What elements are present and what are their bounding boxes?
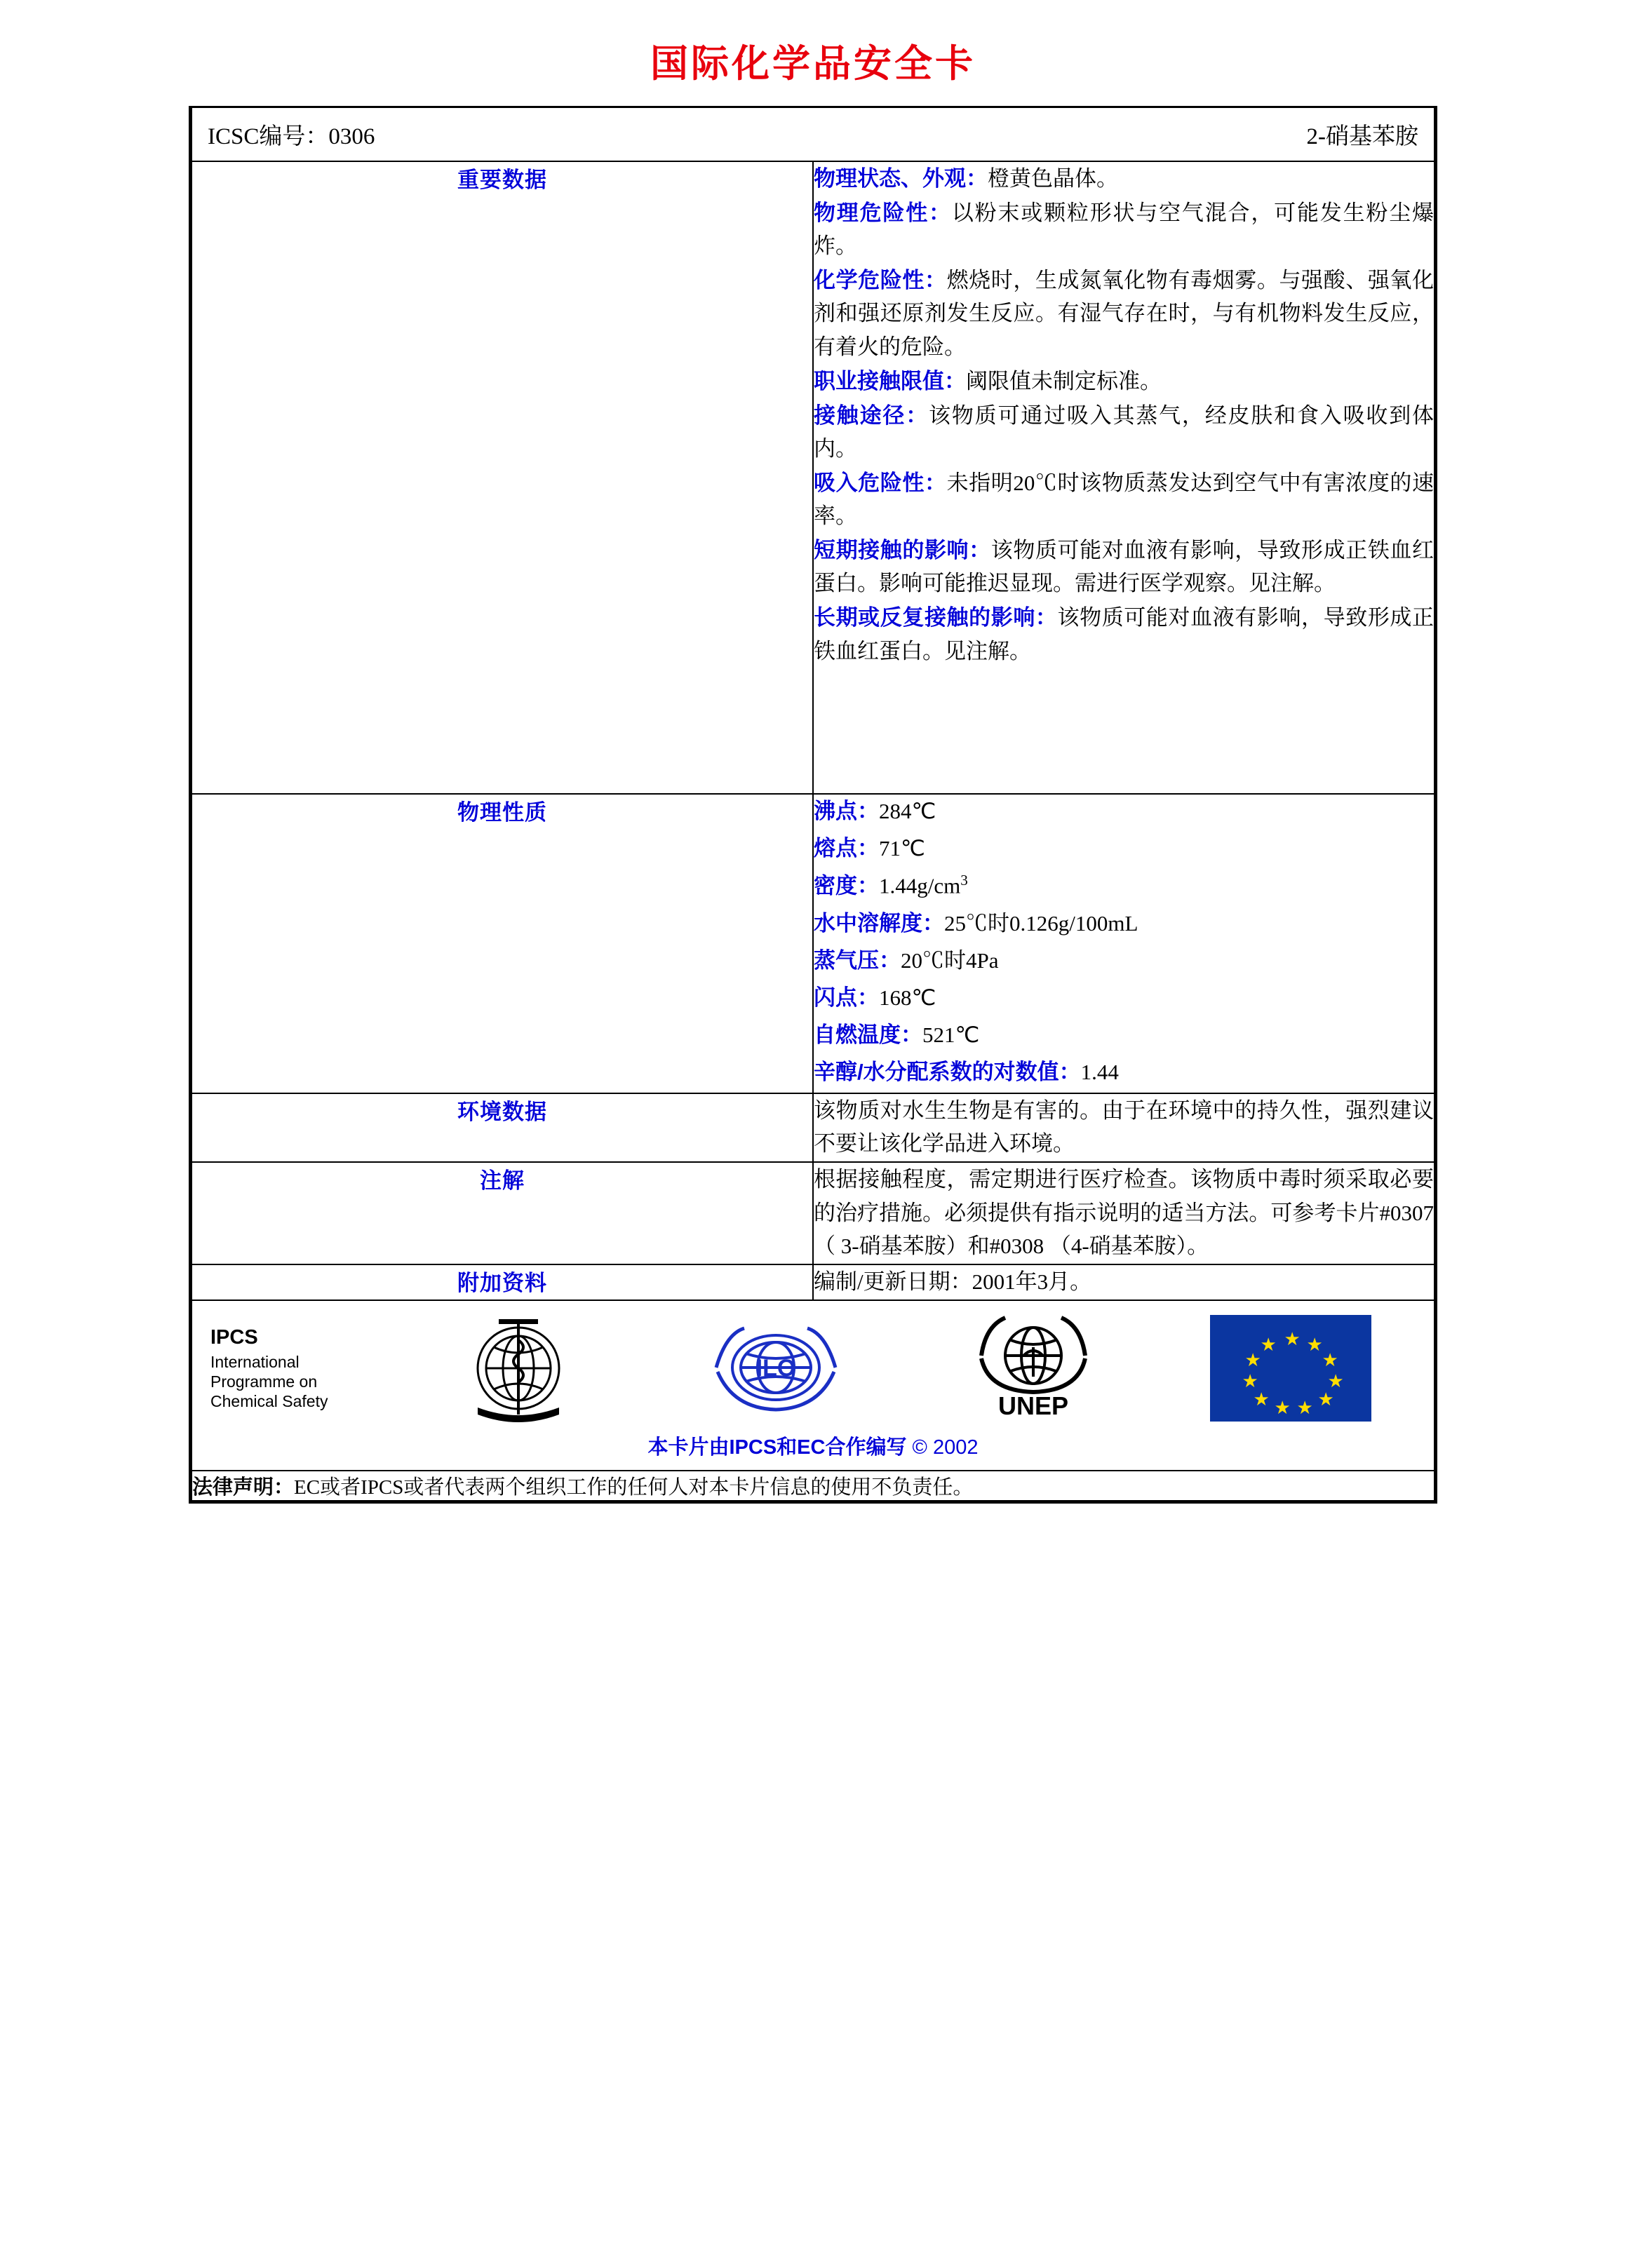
notes-row bbox=[192, 1162, 1434, 1264]
property-item bbox=[814, 869, 1434, 902]
physical-properties-row bbox=[192, 794, 1434, 1093]
important-data-item bbox=[814, 399, 1434, 465]
who-logo bbox=[393, 1312, 643, 1424]
term: 接触途径： bbox=[814, 403, 929, 428]
value: 284℃ bbox=[879, 799, 936, 823]
value: 1.44g/cm bbox=[879, 873, 961, 898]
value: 以粉末或颗粒形状与空气混合，可能发生粉尘爆炸。 bbox=[814, 201, 1434, 259]
value: 未指明20℃时该物质蒸发达到空气中有害浓度的速率。 bbox=[814, 470, 1434, 529]
term: 物理危险性： bbox=[814, 201, 952, 226]
icsc-number-block bbox=[208, 118, 375, 151]
ilo-label: ILO bbox=[755, 1354, 795, 1382]
logos-row bbox=[192, 1300, 1434, 1471]
ipcs-line-3: Chemical Safety bbox=[210, 1392, 328, 1411]
term: 物理状态、外观： bbox=[814, 166, 988, 191]
value: 521℃ bbox=[922, 1022, 980, 1047]
term: 短期接触的影响： bbox=[814, 538, 991, 563]
notes-label: 注解 bbox=[192, 1162, 813, 1264]
credit-text: 本卡片由IPCS和EC合作编写 bbox=[647, 1436, 907, 1459]
ipcs-block bbox=[210, 1325, 386, 1412]
value: 该物质可能对血液有影响，导致形成正铁血红蛋白。见注解。 bbox=[814, 605, 1434, 663]
environmental-data-row bbox=[192, 1093, 1434, 1162]
value: 168℃ bbox=[879, 985, 936, 1010]
value-superscript: 3 bbox=[960, 872, 968, 889]
value: 橙黄色晶体。 bbox=[988, 166, 1118, 191]
additional-info-label: 附加资料 bbox=[192, 1264, 813, 1300]
icsc-number-label: ICSC编号： bbox=[208, 124, 329, 149]
icsc-card bbox=[189, 106, 1437, 1504]
important-data-item bbox=[814, 365, 1434, 398]
physical-properties-label: 物理性质 bbox=[192, 794, 813, 1093]
important-data-content bbox=[813, 161, 1434, 794]
term: 水中溶解度： bbox=[814, 910, 944, 936]
property-item bbox=[814, 1055, 1434, 1088]
icsc-number-value: 0306 bbox=[328, 124, 375, 149]
important-data-row bbox=[192, 161, 1434, 794]
notes-content bbox=[813, 1162, 1434, 1264]
ipcs-line-1: International bbox=[210, 1352, 300, 1371]
value: 71℃ bbox=[879, 836, 925, 861]
legal-row bbox=[192, 1471, 1434, 1501]
card-header-cell bbox=[192, 108, 1434, 161]
icsc-table bbox=[191, 108, 1435, 1501]
term: 沸点： bbox=[814, 799, 879, 823]
important-data-item bbox=[814, 601, 1434, 667]
value: 阈限值未制定标准。 bbox=[966, 368, 1162, 393]
value: 25℃时0.126g/100mL bbox=[944, 910, 1138, 936]
logos-cell bbox=[192, 1300, 1434, 1471]
ipcs-line-2: Programme on bbox=[210, 1372, 318, 1391]
notes-text: 根据接触程度，需定期进行医疗检查。该物质中毒时须采取必要的治疗措施。必须提供有指示说明的适当方法。可参考卡片#0307（ 3-硝基苯胺）和#0308 （4-硝基苯胺）。 bbox=[814, 1167, 1434, 1258]
property-item bbox=[814, 795, 1434, 828]
property-item bbox=[814, 981, 1434, 1014]
important-data-item bbox=[814, 534, 1434, 600]
additional-info-row bbox=[192, 1264, 1434, 1300]
legal-text: EC或者IPCS或者代表两个组织工作的任何人对本卡片信息的使用不负责任。 bbox=[294, 1476, 974, 1499]
term: 辛醇/水分配系数的对数值： bbox=[814, 1060, 1081, 1085]
environmental-data-text: 该物质对水生生物是有害的。由于在环境中的持久性，强烈建议不要让该化学品进入环境。 bbox=[814, 1098, 1434, 1156]
term: 化学危险性： bbox=[814, 268, 947, 293]
term: 熔点： bbox=[814, 836, 879, 861]
property-item bbox=[814, 832, 1434, 865]
credit-line bbox=[192, 1429, 1434, 1470]
card-header-row bbox=[192, 108, 1434, 161]
important-data-item bbox=[814, 264, 1434, 363]
page-title: 国际化学品安全卡 bbox=[650, 43, 976, 85]
property-item bbox=[814, 907, 1434, 940]
physical-properties-content bbox=[813, 794, 1434, 1093]
legal-cell bbox=[192, 1471, 1434, 1501]
eu-flag: ★ ★ ★ ★ ★ ★ ★ ★ ★ ★ ★ bbox=[1165, 1315, 1416, 1422]
substance-name: 2-硝基苯胺 bbox=[1306, 124, 1418, 149]
unep-label: UNEP bbox=[997, 1391, 1068, 1420]
legal-label: 法律声明： bbox=[192, 1476, 295, 1499]
document-page bbox=[0, 34, 1626, 2268]
term: 闪点： bbox=[814, 985, 879, 1010]
property-item bbox=[814, 1018, 1434, 1051]
value: 该物质可能对血液有影响，导致形成正铁血红蛋白。影响可能推迟显现。需进行医学观察。见注解。 bbox=[814, 538, 1434, 596]
property-item bbox=[814, 944, 1434, 977]
value: 燃烧时，生成氮氧化物有毒烟雾。与强酸、强氧化剂和强还原剂发生反应。有湿气存在时，与有机物料发生反应，有着火的危险。 bbox=[814, 268, 1434, 359]
value: 20℃时4Pa bbox=[901, 947, 999, 973]
credit-copyright: © 2002 bbox=[912, 1436, 979, 1459]
ipcs-abbr: IPCS bbox=[210, 1325, 258, 1349]
additional-info-content bbox=[813, 1264, 1434, 1300]
value: 该物质可通过吸入其蒸气，经皮肤和食入吸收到体内。 bbox=[814, 403, 1434, 461]
important-data-item bbox=[814, 466, 1434, 532]
important-data-item bbox=[814, 196, 1434, 262]
environmental-data-label: 环境数据 bbox=[192, 1093, 813, 1162]
term: 长期或反复接触的影响： bbox=[814, 605, 1058, 630]
term: 自燃温度： bbox=[814, 1022, 922, 1047]
term: 吸入危险性： bbox=[814, 470, 947, 495]
ilo-logo bbox=[650, 1316, 901, 1421]
important-data-item bbox=[814, 162, 1434, 195]
important-data-label: 重要数据 bbox=[192, 161, 813, 794]
term: 职业接触限值： bbox=[814, 368, 966, 393]
term: 密度： bbox=[814, 873, 879, 898]
unep-logo bbox=[908, 1312, 1158, 1424]
additional-info-text: 编制/更新日期：2001年3月。 bbox=[814, 1269, 1092, 1294]
term: 蒸气压： bbox=[814, 947, 901, 973]
environmental-data-content bbox=[813, 1093, 1434, 1162]
value: 1.44 bbox=[1080, 1060, 1119, 1085]
